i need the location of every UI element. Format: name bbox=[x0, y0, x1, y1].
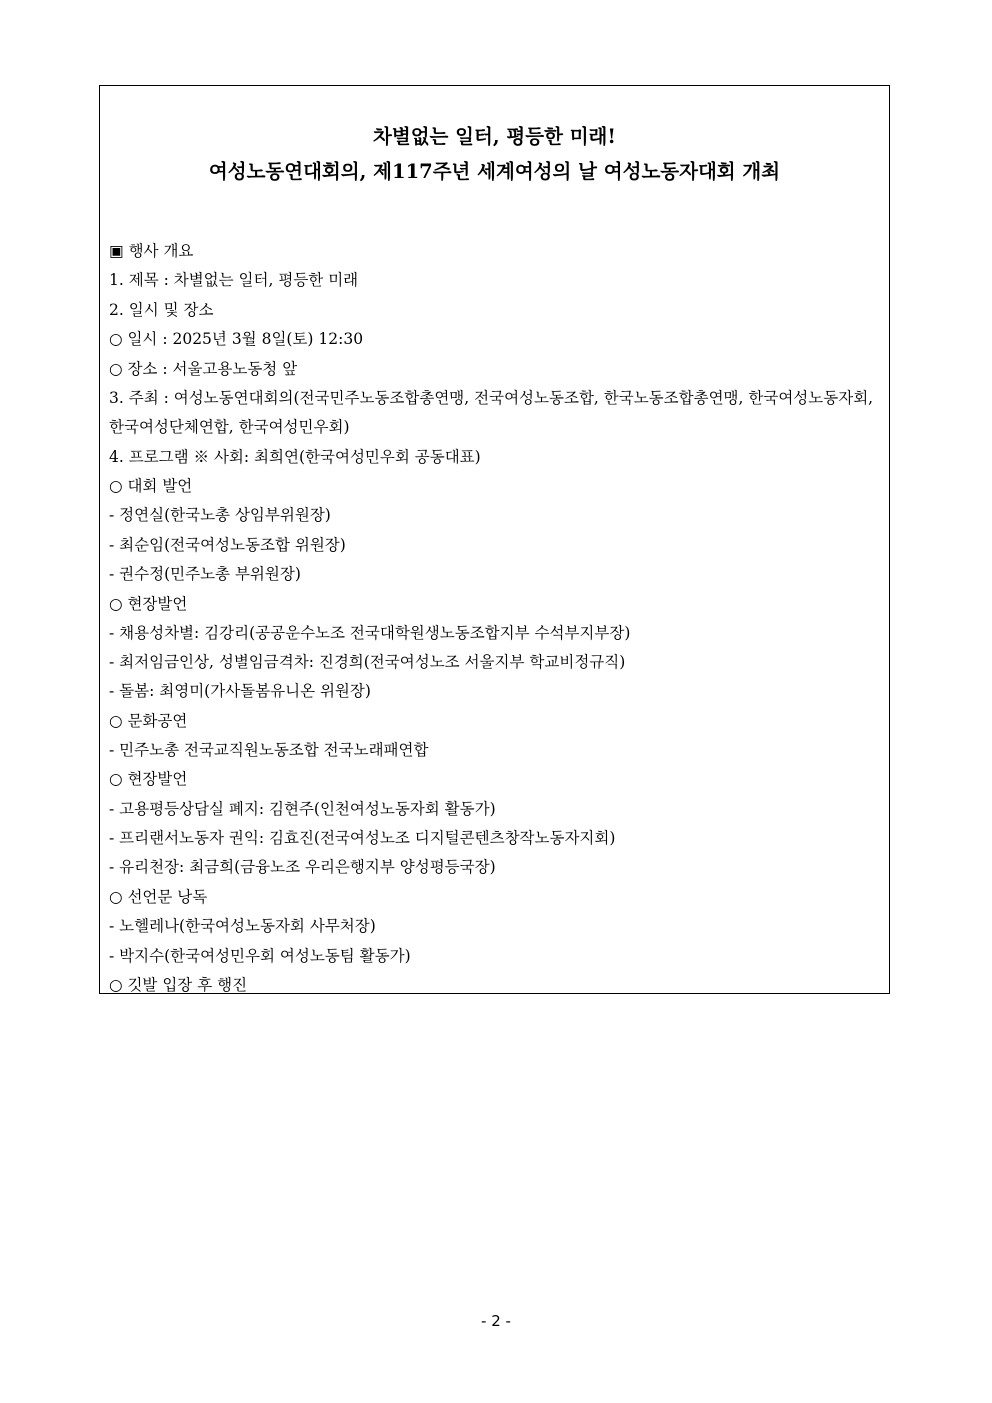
list-item: - 권수정(민주노총 부위원장) bbox=[109, 565, 301, 583]
item-place: ○ 장소 : 서울고용노동청 앞 bbox=[109, 360, 298, 378]
item-date: ○ 일시 : 2025년 3월 8일(토) 12:30 bbox=[109, 330, 364, 348]
subsection-declaration: ○ 선언문 낭독 bbox=[109, 888, 208, 906]
subsection-field-speeches-2: ○ 현장발언 bbox=[109, 770, 188, 788]
title-line-1: 차별없는 일터, 평등한 미래! bbox=[373, 125, 616, 148]
list-item: - 박지수(한국여성민우회 여성노동팀 활동가) bbox=[109, 947, 411, 965]
list-item: - 유리천장: 최금희(금융노조 우리은행지부 양성평등국장) bbox=[109, 858, 496, 876]
list-item: - 고용평등상담실 폐지: 김현주(인천여성노동자회 활동가) bbox=[109, 800, 496, 818]
section-heading-event-overview: ▣ 행사 개요 bbox=[109, 242, 194, 260]
item-program: 4. 프로그램 ※ 사회: 최희연(한국여성민우회 공동대표) bbox=[109, 448, 481, 466]
list-item: - 돌봄: 최영미(가사돌봄유니온 위원장) bbox=[109, 682, 371, 700]
title-line-2: 여성노동연대회의, 제117주년 세계여성의 날 여성노동자대회 개최 bbox=[208, 160, 781, 183]
list-item: - 프리랜서노동자 권익: 김효진(전국여성노조 디지털콘텐츠창작노동자지회) bbox=[109, 829, 616, 847]
list-item: - 노헬레나(한국여성노동자회 사무처장) bbox=[109, 917, 376, 935]
list-item: - 정연실(한국노총 상임부위원장) bbox=[109, 506, 331, 524]
list-item: - 최순임(전국여성노동조합 위원장) bbox=[109, 536, 346, 554]
list-item: - 민주노총 전국교직원노동조합 전국노래패연합 bbox=[109, 741, 429, 759]
subsection-performance: ○ 문화공연 bbox=[109, 712, 188, 730]
press-release-box bbox=[99, 85, 890, 994]
list-item: - 채용성차별: 김강리(공공운수노조 전국대학원생노동조합지부 수석부지부장) bbox=[109, 624, 631, 642]
subsection-field-speeches: ○ 현장발언 bbox=[109, 595, 188, 613]
item-organizer: 3. 주최 : 여성노동연대회의(전국민주노동조합총연맹, 전국여성노동조합, 한국노동조합총연맹, 한국여성노동자회, 한국여성단체연합, 한국여성민우회) bbox=[109, 389, 874, 436]
subsection-speeches: ○ 대회 발언 bbox=[109, 477, 193, 495]
page-number: - 2 - bbox=[481, 1312, 511, 1330]
subsection-march: ○ 깃발 입장 후 행진 bbox=[109, 976, 248, 994]
list-item: - 최저임금인상, 성별임금격차: 진경희(전국여성노조 서울지부 학교비정규직) bbox=[109, 653, 626, 671]
item-date-place: 2. 일시 및 장소 bbox=[109, 301, 214, 319]
item-title: 1. 제목 : 차별없는 일터, 평등한 미래 bbox=[109, 271, 359, 289]
